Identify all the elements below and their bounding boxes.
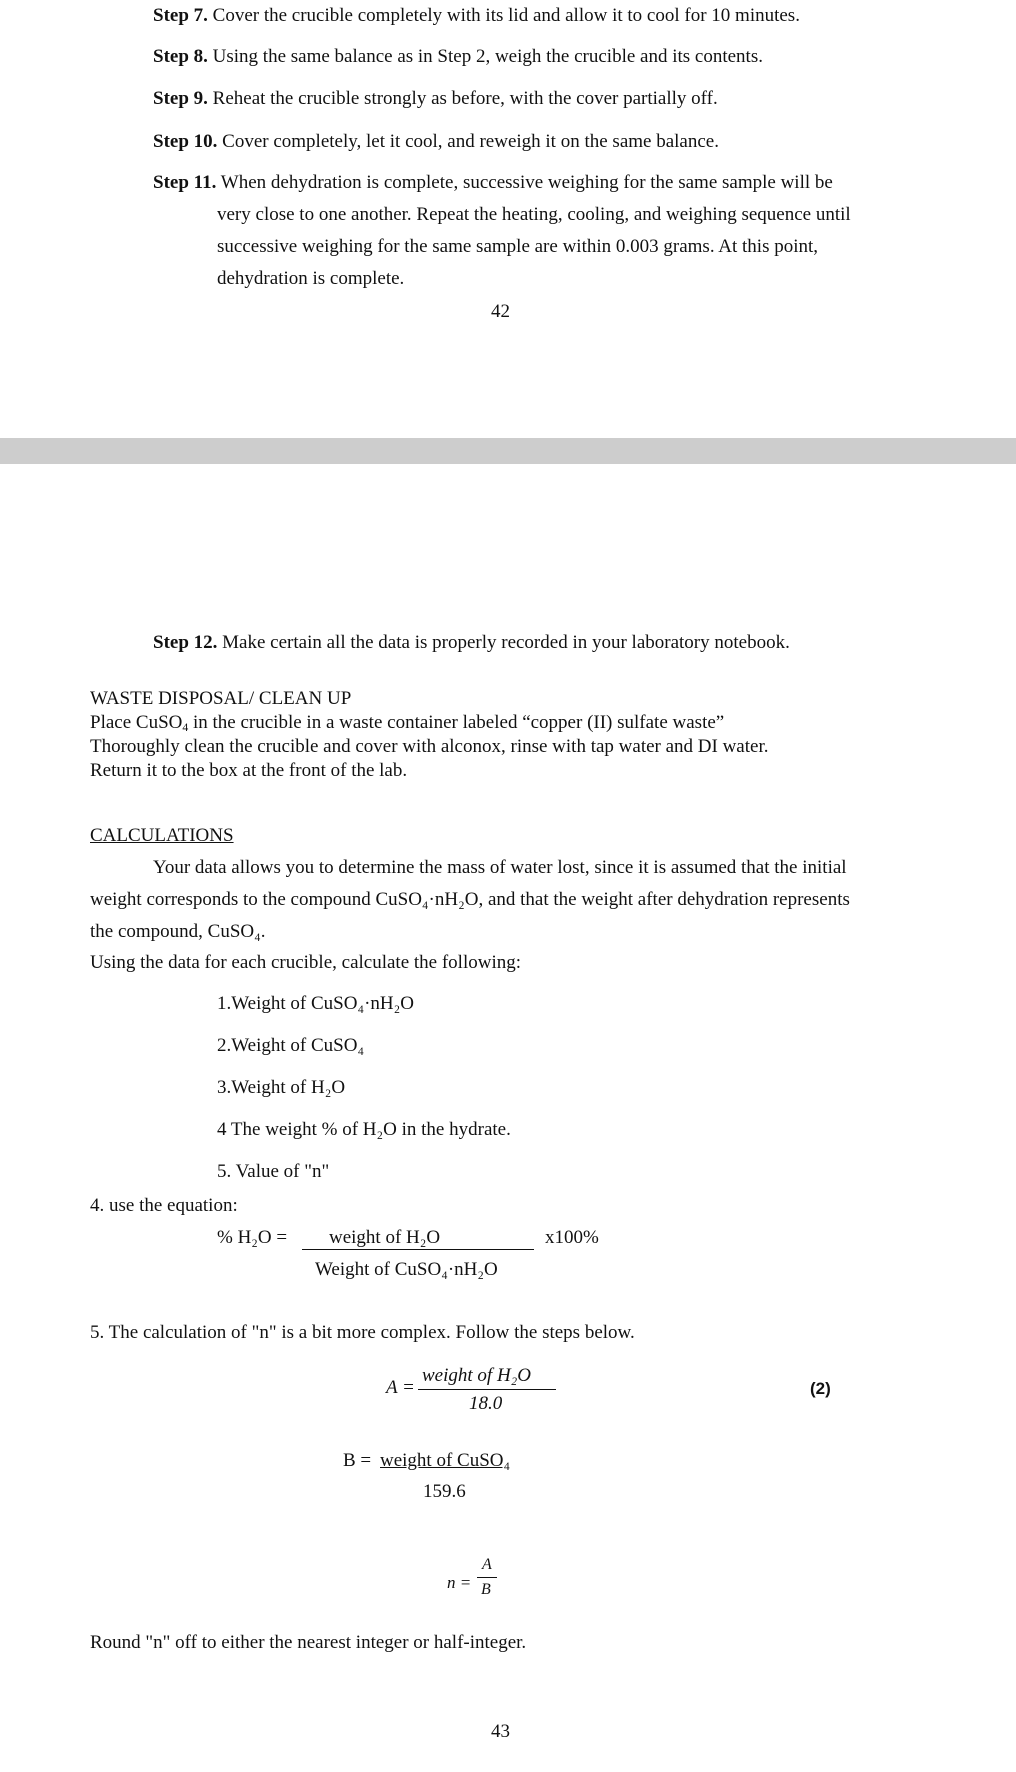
eq-b-denominator: 159.6 xyxy=(423,1481,466,1502)
step-7: Step 7. Cover the crucible completely with its lid and allow it to cool for 10 minutes. xyxy=(153,5,800,26)
calc-para-line-2: weight corresponds to the compound CuSO₄·nH₂O, and that the weight after dehydration represents xyxy=(90,889,850,910)
n-calc-intro: 5. The calculation of "n" is a bit more complex. Follow the steps below. xyxy=(90,1322,635,1343)
eq-n-lhs: n = xyxy=(447,1573,472,1592)
eq-a-fraction-bar xyxy=(418,1389,556,1390)
step-8: Step 8. Using the same balance as in Step 2, weigh the crucible and its contents. xyxy=(153,46,763,67)
eq-percent-denominator: Weight of CuSO₄·nH₂O xyxy=(315,1259,498,1280)
step-11: Step 11. When dehydration is complete, successive weighing for the same sample will be xyxy=(153,172,833,193)
calc-para-line-3: the compound, CuSO₄. xyxy=(90,921,266,942)
eq-percent-lhs: % H₂O = xyxy=(217,1227,288,1248)
waste-line-3: Return it to the box at the front of the lab. xyxy=(90,760,408,781)
eq-a-denominator: 18.0 xyxy=(469,1393,503,1414)
eq-percent-multiplier: x100% xyxy=(545,1227,599,1248)
eq-a-numerator: weight of H₂O xyxy=(422,1365,531,1386)
eq-n-numerator: A xyxy=(482,1556,492,1573)
step-9: Step 9. Reheat the crucible strongly as before, with the cover partially off. xyxy=(153,88,718,109)
page-separator xyxy=(0,438,1016,464)
step-10: Step 10. Cover completely, let it cool, and reweigh it on the same balance. xyxy=(153,131,719,152)
waste-heading: WASTE DISPOSAL/ CLEAN UP xyxy=(90,688,352,709)
waste-line-1: Place CuSO$_4$ in the crucible in a waste container labeled “copper (II) sulfate waste” xyxy=(90,712,725,734)
eq-b-numerator: weight of CuSO₄ xyxy=(380,1450,511,1471)
calc-para-line-1: Your data allows you to determine the mass of water lost, since it is assumed that the initial xyxy=(153,857,847,878)
calc-item-5: 5. Value of "n" xyxy=(217,1161,330,1182)
eq-n-fraction-bar xyxy=(477,1577,497,1578)
calc-intro: Using the data for each crucible, calculate the following: xyxy=(90,952,522,973)
page-number-42: 42 xyxy=(491,301,510,322)
eq-percent-fraction-bar xyxy=(302,1249,534,1250)
eq-a-lhs: A = xyxy=(386,1377,415,1398)
step-11-line-3: successive weighing for the same sample are within 0.003 grams. At this point, xyxy=(217,236,819,257)
step-11-line-2: very close to one another. Repeat the heating, cooling, and weighing sequence until xyxy=(217,204,851,225)
calculations-heading: CALCULATIONS xyxy=(90,825,234,846)
calc-item-3: 3.Weight of H₂O xyxy=(217,1077,346,1098)
page-number-43: 43 xyxy=(491,1721,510,1742)
waste-line-2: Thoroughly clean the crucible and cover with alconox, rinse with tap water and DI water. xyxy=(90,736,769,757)
calc-item-4: 4 The weight % of H₂O in the hydrate. xyxy=(217,1119,511,1140)
eq-percent-numerator: weight of H₂O xyxy=(329,1227,441,1248)
eq-n-denominator: B xyxy=(481,1581,491,1598)
step-12: Step 12. Make certain all the data is properly recorded in your laboratory notebook. xyxy=(153,632,790,653)
step-11-line-4: dehydration is complete. xyxy=(217,268,405,289)
calc-item-1: 1.Weight of CuSO₄·nH₂O xyxy=(217,993,414,1014)
round-instruction: Round "n" off to either the nearest integer or half-integer. xyxy=(90,1632,527,1653)
eq-b-lhs: B = xyxy=(343,1450,372,1471)
calc-item-2: 2.Weight of CuSO₄ xyxy=(217,1035,365,1056)
use-equation: 4. use the equation: xyxy=(90,1195,238,1216)
equation-number: (2) xyxy=(810,1379,831,1398)
